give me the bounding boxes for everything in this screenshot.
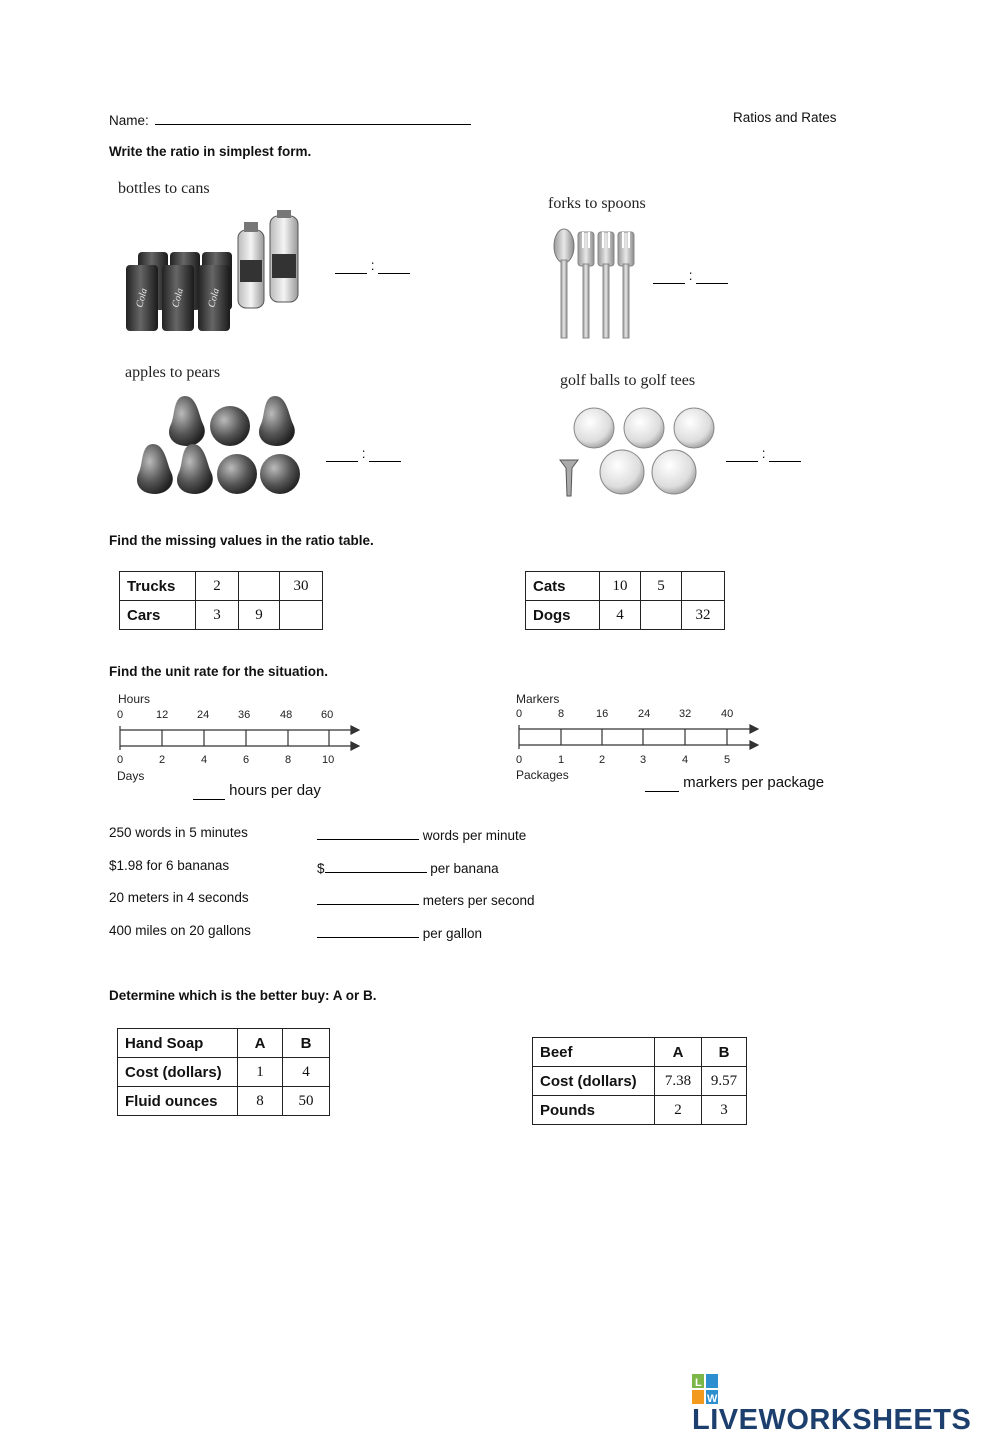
cans-and-bottles-image [120,210,305,335]
rate-answer-row [317,825,526,843]
answer-apples-to-pears [326,446,401,462]
table-row [526,601,725,630]
rate-prompt: 400 miles on 20 gallons [109,923,251,938]
table-cell: 5 [641,572,682,601]
table-cell-blank[interactable] [239,572,280,601]
caption-forks-to-spoons: forks to spoons [548,195,646,212]
tick-label: 12 [156,709,169,721]
section1-instruction: Write the ratio in simplest form. [109,144,312,159]
answer-blank[interactable] [645,774,679,792]
answer-blank-left[interactable] [326,446,358,462]
answer-blank[interactable] [193,782,225,800]
better-buy-table-hand-soap [117,1028,330,1116]
rate-answer-blank[interactable] [325,858,427,873]
table-row [118,1058,330,1087]
table-row [526,572,725,601]
table-cell: 7.38 [655,1067,702,1096]
table-row [533,1038,747,1067]
tick-label: 8 [285,754,292,766]
answer-blank-right[interactable] [769,446,801,462]
table-cell: 4 [283,1058,330,1087]
row-label: Fluid ounces [118,1087,238,1116]
row-label: Cost (dollars) [533,1067,655,1096]
tick-label: 2 [159,754,166,766]
table-header-cell: Beef [533,1038,655,1067]
caption-bottles-to-cans: bottles to cans [118,180,210,197]
tick-label: 36 [238,709,251,721]
table-cell: 2 [196,572,239,601]
table-cell: 30 [280,572,323,601]
tick-label: 1 [558,754,565,766]
tick-label: 10 [322,754,335,766]
answer-blank-left[interactable] [726,446,758,462]
table-header-cell: B [702,1038,747,1067]
answer-blank-right[interactable] [369,446,401,462]
table-cell: 3 [702,1096,747,1125]
table-cell: 10 [600,572,641,601]
table-row [120,572,323,601]
table-cell-blank[interactable] [641,601,682,630]
ratio-table-trucks-cars [119,571,323,630]
badge-letter: L [695,1377,702,1389]
rate-prefix: $ [317,861,325,876]
rate-answer-blank[interactable] [317,825,419,840]
tick-label: 0 [516,708,523,720]
liveworksheets-logo [692,1374,1000,1437]
tick-label: 3 [640,754,647,766]
table-row [120,601,323,630]
tick-label: 8 [558,708,565,720]
answer-blank-right[interactable] [696,268,728,284]
tick-label: 40 [721,708,734,720]
tick-label: 0 [117,754,124,766]
rate-suffix: words per minute [422,828,527,843]
table-cell-blank[interactable] [280,601,323,630]
table-cell: 50 [283,1087,330,1116]
number-line-bottom-label: Days [117,769,145,783]
tick-label: 16 [596,708,609,720]
tick-label: 0 [516,754,523,766]
answer-bottles-to-cans [335,258,410,274]
table-row [118,1029,330,1058]
forks-and-spoon-image [548,228,638,340]
name-field-row [109,110,471,128]
double-number-line-hours-days [115,724,365,754]
table-header-cell: Hand Soap [118,1029,238,1058]
number-line-bottom-label: Packages [516,768,569,782]
tick-label: 0 [117,709,124,721]
rate-answer-blank[interactable] [317,890,419,905]
rate-suffix: per banana [430,861,499,876]
tick-label: 60 [321,709,334,721]
table-row [533,1096,747,1125]
tick-label: 48 [280,709,293,721]
can-label: Cola [170,287,186,309]
answer-suffix: hours per day [229,782,321,799]
table-header-cell: B [283,1029,330,1058]
double-number-line-markers-packages [514,723,764,753]
can-label: Cola [206,287,222,309]
answer-blank-right[interactable] [378,258,410,274]
row-label-cars: Cars [120,601,196,630]
name-blank[interactable] [155,110,471,125]
section3-instruction: Find the unit rate for the situation. [109,664,328,679]
answer-blank-left[interactable] [335,258,367,274]
name-label: Name: [109,113,149,128]
better-buy-table-beef [532,1037,747,1125]
apples-and-pears-image [125,388,305,500]
table-row [118,1087,330,1116]
table-cell: 8 [238,1087,283,1116]
ratio-colon: : [370,258,375,273]
worksheet-title: Ratios and Rates [733,110,837,125]
brand-name: LIVEWORKSHEETS [692,1404,972,1436]
table-cell: 9.57 [702,1067,747,1096]
caption-golf-balls-to-golf-tees: golf balls to golf tees [560,372,696,389]
tick-label: 2 [599,754,606,766]
answer-hours-per-day [193,782,321,800]
can-label: Cola [134,287,150,309]
golf-balls-and-tee-image [558,404,728,500]
number-line-top-label: Markers [516,692,560,706]
tick-label: 4 [682,754,689,766]
rate-answer-row [317,923,482,941]
rate-answer-row [317,890,535,908]
answer-suffix: markers per package [683,774,825,791]
row-label-trucks: Trucks [120,572,196,601]
answer-golf-balls-to-golf-tees [726,446,801,462]
row-label-cats: Cats [526,572,600,601]
rate-answer-blank[interactable] [317,923,419,938]
answer-blank-left[interactable] [653,268,685,284]
rate-suffix: meters per second [422,893,535,908]
rate-answer-row [317,858,499,876]
number-line-top-label: Hours [118,692,151,706]
caption-apples-to-pears: apples to pears [125,364,221,381]
answer-markers-per-package [645,774,824,792]
section2-instruction: Find the missing values in the ratio table. [109,533,374,548]
badge-letter: W [707,1393,718,1404]
ratio-table-cats-dogs [525,571,725,630]
tick-label: 24 [197,709,210,721]
ratio-colon: : [361,446,366,461]
tick-label: 4 [201,754,208,766]
ratio-colon: : [761,446,766,461]
table-cell: 1 [238,1058,283,1087]
rate-suffix: per gallon [422,926,483,941]
tick-label: 5 [724,754,731,766]
ratio-colon: : [688,268,693,283]
row-label: Pounds [533,1096,655,1125]
table-cell: 9 [239,601,280,630]
table-cell: 4 [600,601,641,630]
table-cell: 32 [682,601,725,630]
table-cell: 3 [196,601,239,630]
answer-forks-to-spoons [653,268,728,284]
table-cell-blank[interactable] [682,572,725,601]
table-row [533,1067,747,1096]
tick-label: 6 [243,754,250,766]
rate-prompt: 20 meters in 4 seconds [109,890,249,905]
section4-instruction: Determine which is the better buy: A or B. [109,988,377,1003]
row-label-dogs: Dogs [526,601,600,630]
rate-prompt: 250 words in 5 minutes [109,825,248,840]
table-header-cell: A [238,1029,283,1058]
tick-label: 24 [638,708,651,720]
table-header-cell: A [655,1038,702,1067]
table-cell: 2 [655,1096,702,1125]
tick-label: 32 [679,708,692,720]
row-label: Cost (dollars) [118,1058,238,1087]
rate-prompt: $1.98 for 6 bananas [109,858,230,873]
liveworksheets-badge-icon [692,1374,718,1404]
